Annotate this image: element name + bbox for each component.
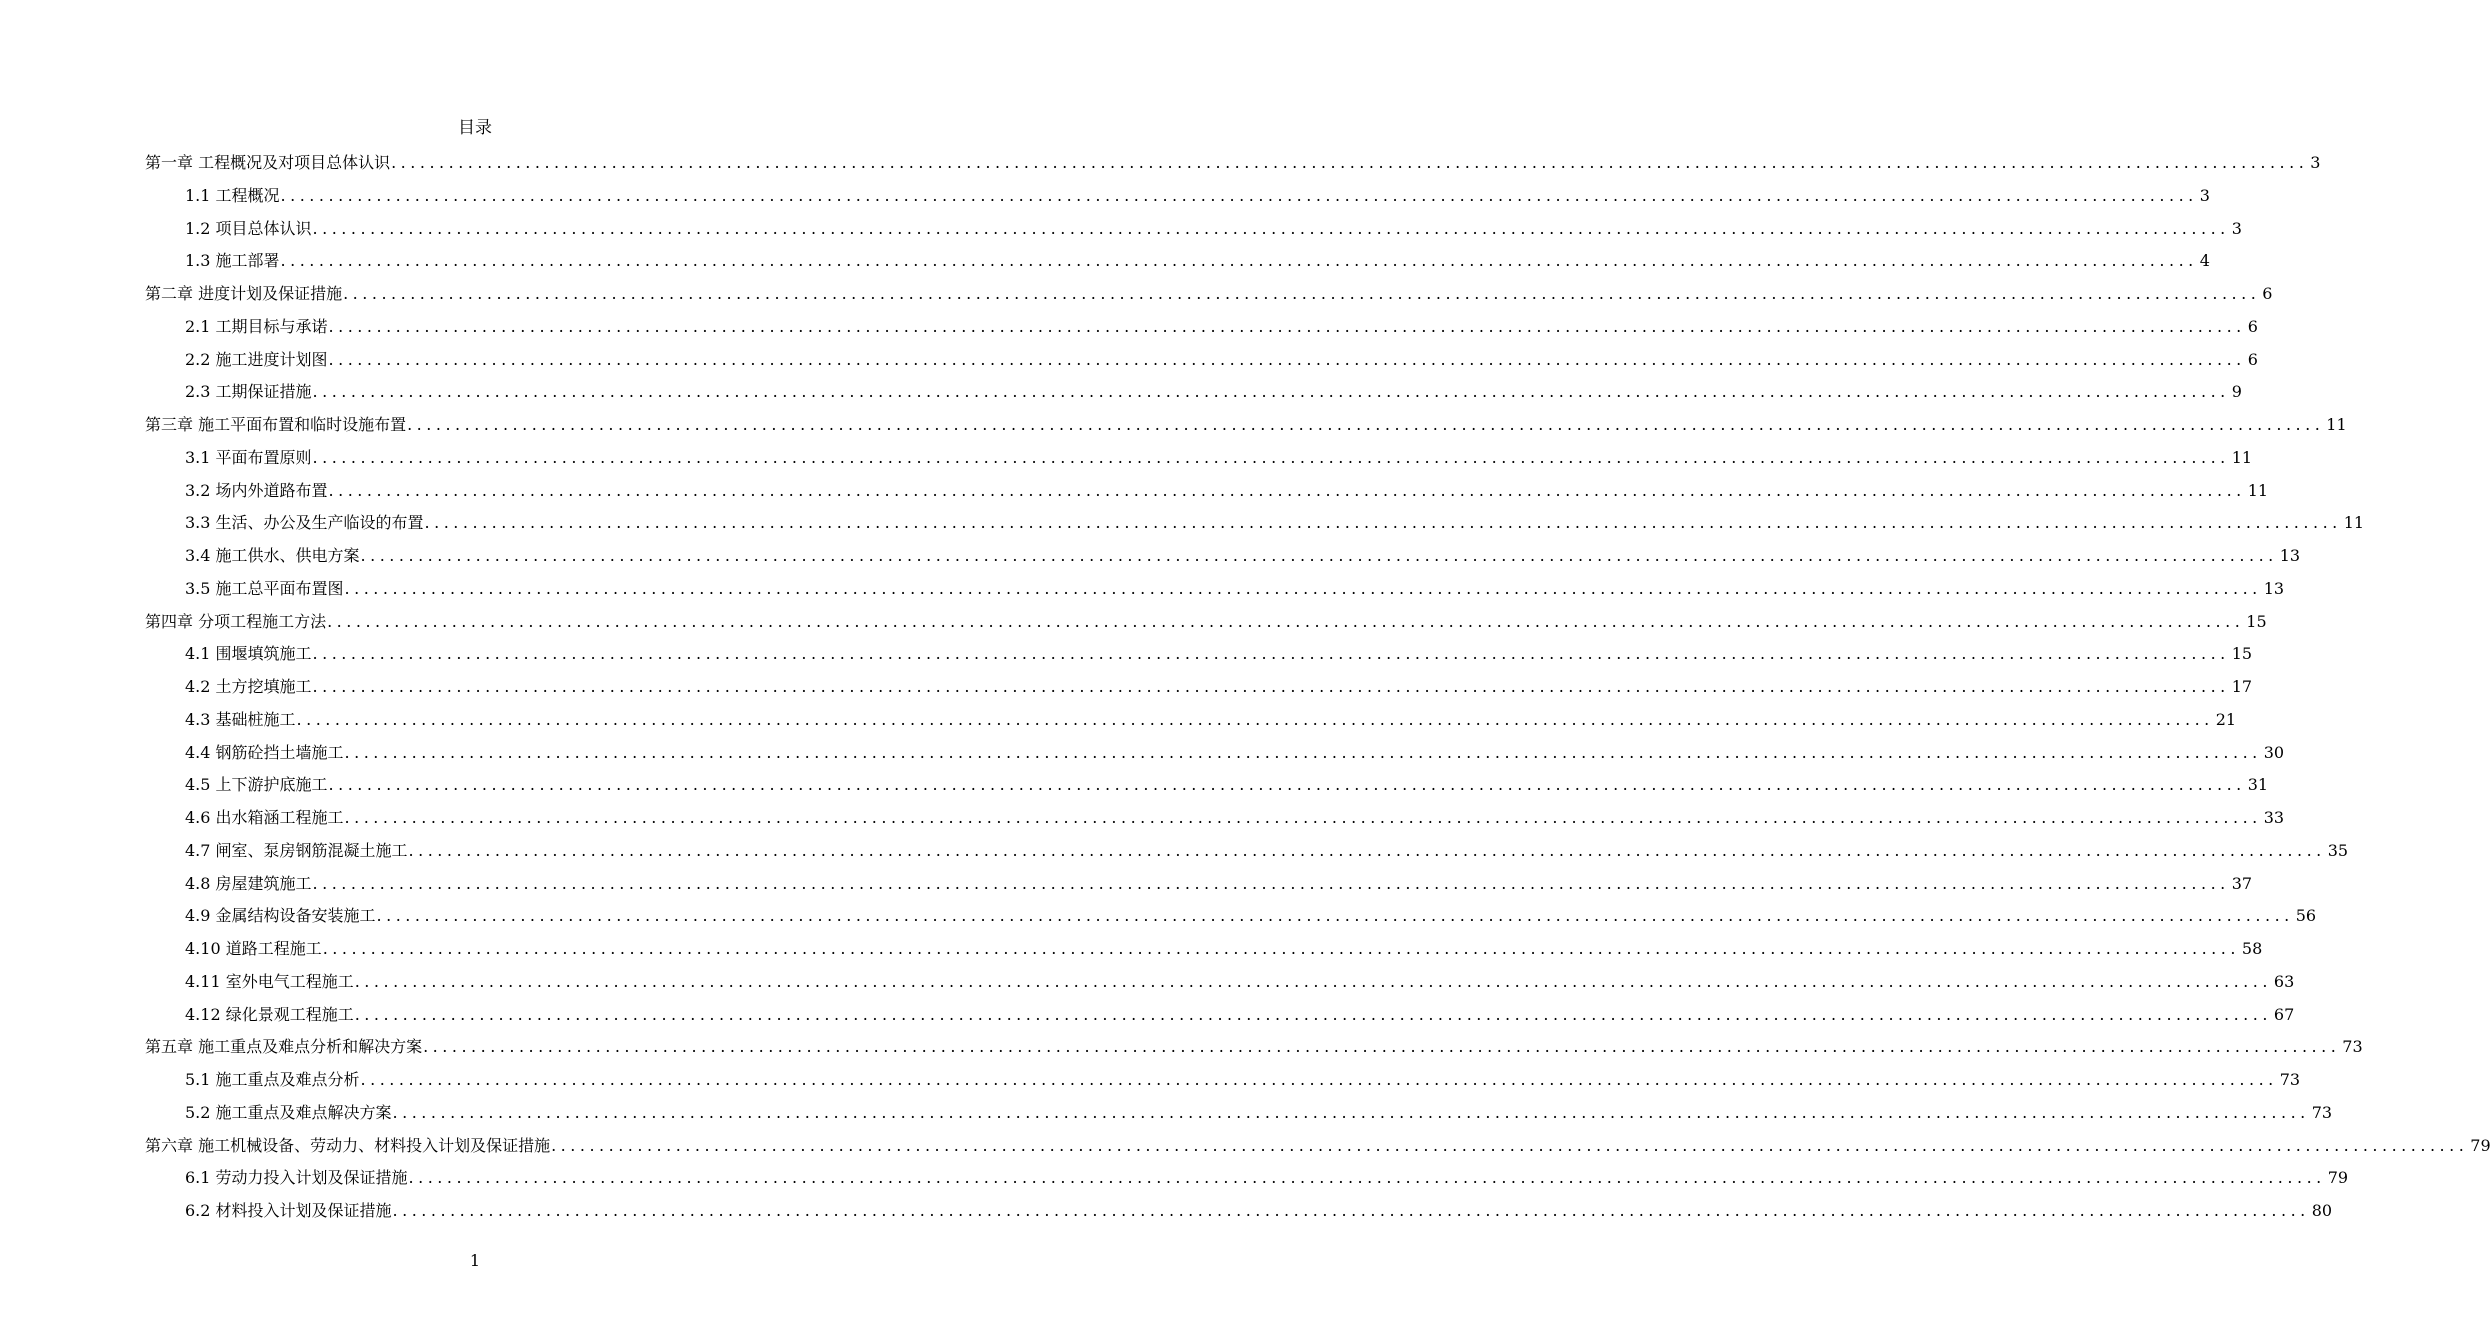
toc-dot-leader: ........................................................................................................................................................................................................ xyxy=(328,349,2246,369)
toc-section-entry[interactable] xyxy=(145,475,2269,508)
table-of-contents xyxy=(145,147,2491,1228)
toc-dot-leader: ........................................................................................................................................................................................................ xyxy=(312,644,2230,664)
toc-entry-label: 6.2 材料投入计划及保证措施 xyxy=(185,1201,392,1220)
toc-entry-label: 4.1 围堰填筑施工 xyxy=(185,644,312,664)
toc-entry-label: 3.1 平面布置原则 xyxy=(185,447,312,467)
toc-entry-page: 80 xyxy=(2311,1201,2333,1220)
toc-dot-leader: ........................................................................................................................................................................................................ xyxy=(312,218,2230,238)
toc-dot-leader: ........................................................................................................................................................................................................ xyxy=(354,971,2272,991)
toc-section-entry[interactable] xyxy=(145,1064,2301,1097)
toc-entry-label: 第三章 施工平面布置和临时设施布置 xyxy=(145,415,407,434)
toc-entry-page: 15 xyxy=(2231,644,2253,664)
toc-section-entry[interactable] xyxy=(145,638,2253,671)
toc-entry-label: 3.4 施工供水、供电方案 xyxy=(185,546,360,565)
toc-section-entry[interactable] xyxy=(145,213,2242,246)
toc-dot-leader: ........................................................................................................................................................................................................ xyxy=(328,775,2246,795)
toc-entry-label: 1.1 工程概况 xyxy=(185,185,280,205)
toc-chapter-entry[interactable] xyxy=(145,1130,2491,1163)
toc-entry-page: 79 xyxy=(2327,1168,2349,1188)
toc-dot-leader: ........................................................................................................................................................................................................ xyxy=(312,382,2230,402)
toc-dot-leader: ........................................................................................................................................................................................................ xyxy=(343,284,2261,303)
toc-entry-page: 73 xyxy=(2311,1102,2333,1122)
toc-entry-page: 3 xyxy=(2231,218,2242,238)
toc-entry-page: 79 xyxy=(2470,1135,2491,1155)
toc-dot-leader: ........................................................................................................................................................................................................ xyxy=(391,153,2309,172)
toc-section-entry[interactable] xyxy=(145,442,2253,475)
toc-entry-label: 6.1 劳动力投入计划及保证措施 xyxy=(185,1168,408,1188)
toc-dot-leader: ........................................................................................................................................................................................................ xyxy=(551,1135,2469,1155)
toc-section-entry[interactable] xyxy=(145,835,2349,868)
toc-entry-label: 第五章 施工重点及难点分析和解决方案 xyxy=(145,1037,423,1057)
toc-dot-leader: ........................................................................................................................................................................................................ xyxy=(344,808,2262,827)
toc-dot-leader: ........................................................................................................................................................................................................ xyxy=(312,677,2230,696)
toc-section-entry[interactable] xyxy=(145,900,2317,933)
toc-section-entry[interactable] xyxy=(145,540,2301,573)
toc-entry-page: 33 xyxy=(2263,808,2285,827)
toc-entry-page: 13 xyxy=(2279,546,2301,565)
toc-entry-label: 5.2 施工重点及难点解决方案 xyxy=(185,1102,392,1122)
toc-entry-label: 2.3 工期保证措施 xyxy=(185,382,312,402)
toc-dot-leader: ........................................................................................................................................................................................................ xyxy=(322,939,2240,958)
toc-entry-page: 56 xyxy=(2295,906,2317,926)
toc-section-entry[interactable] xyxy=(145,671,2253,704)
toc-section-entry[interactable] xyxy=(145,769,2269,802)
toc-dot-leader: ........................................................................................................................................................................................................ xyxy=(376,906,2294,926)
toc-entry-page: 35 xyxy=(2327,840,2349,860)
toc-section-entry[interactable] xyxy=(145,245,2210,278)
toc-dot-leader: ........................................................................................................................................................................................................ xyxy=(280,251,2198,271)
toc-entry-page: 37 xyxy=(2231,873,2253,893)
toc-entry-page: 11 xyxy=(2326,415,2347,434)
toc-entry-page: 17 xyxy=(2231,677,2253,696)
toc-entry-label: 4.6 出水箱涵工程施工 xyxy=(185,808,344,827)
toc-chapter-entry[interactable] xyxy=(145,1031,2363,1064)
toc-entry-page: 21 xyxy=(2215,709,2237,729)
toc-dot-leader: ........................................................................................................................................................................................................ xyxy=(344,742,2262,762)
toc-entry-label: 5.1 施工重点及难点分析 xyxy=(185,1070,360,1089)
toc-entry-label: 4.12 绿化景观工程施工 xyxy=(185,1004,354,1024)
toc-entry-page: 11 xyxy=(2231,447,2253,467)
toc-entry-label: 4.5 上下游护底施工 xyxy=(185,775,328,795)
toc-dot-leader: ........................................................................................................................................................................................................ xyxy=(424,513,2342,533)
toc-entry-label: 4.10 道路工程施工 xyxy=(185,939,322,958)
toc-entry-label: 1.2 项目总体认识 xyxy=(185,218,312,238)
toc-section-entry[interactable] xyxy=(145,573,2285,606)
toc-entry-label: 第一章 工程概况及对项目总体认识 xyxy=(145,153,391,172)
toc-entry-page: 31 xyxy=(2247,775,2269,795)
toc-entry-page: 3 xyxy=(2199,185,2210,205)
toc-chapter-entry[interactable] xyxy=(145,409,2347,442)
toc-dot-leader: ........................................................................................................................................................................................................ xyxy=(360,546,2278,565)
toc-section-entry[interactable] xyxy=(145,704,2237,737)
toc-dot-leader: ........................................................................................................................................................................................................ xyxy=(407,415,2325,434)
toc-entry-page: 63 xyxy=(2273,971,2295,991)
toc-section-entry[interactable] xyxy=(145,1162,2349,1195)
toc-entry-label: 4.4 钢筋砼挡土墙施工 xyxy=(185,742,344,762)
toc-dot-leader: ........................................................................................................................................................................................................ xyxy=(328,316,2246,336)
toc-section-entry[interactable] xyxy=(145,1195,2333,1228)
toc-dot-leader: ........................................................................................................................................................................................................ xyxy=(312,873,2230,893)
toc-entry-label: 第四章 分项工程施工方法 xyxy=(145,611,327,631)
toc-entry-label: 3.2 场内外道路布置 xyxy=(185,480,328,500)
toc-entry-label: 2.2 施工进度计划图 xyxy=(185,349,328,369)
page-title: 目录 xyxy=(458,118,492,138)
toc-entry-page: 11 xyxy=(2343,513,2365,533)
toc-entry-label: 4.7 闸室、泵房钢筋混凝土施工 xyxy=(185,840,408,860)
toc-entry-label: 4.11 室外电气工程施工 xyxy=(185,971,354,991)
toc-entry-label: 第六章 施工机械设备、劳动力、材料投入计划及保证措施 xyxy=(145,1135,551,1155)
toc-dot-leader: ........................................................................................................................................................................................................ xyxy=(296,709,2214,729)
toc-entry-page: 6 xyxy=(2262,284,2273,303)
toc-entry-label: 4.8 房屋建筑施工 xyxy=(185,873,312,893)
toc-chapter-entry[interactable] xyxy=(145,606,2267,639)
toc-entry-label: 4.2 土方挖填施工 xyxy=(185,677,312,696)
toc-chapter-entry[interactable] xyxy=(145,147,2321,180)
toc-chapter-entry[interactable] xyxy=(145,278,2273,311)
toc-entry-label: 2.1 工期目标与承诺 xyxy=(185,316,328,336)
toc-dot-leader: ........................................................................................................................................................................................................ xyxy=(423,1037,2341,1057)
toc-dot-leader: ........................................................................................................................................................................................................ xyxy=(327,611,2245,631)
toc-entry-page: 11 xyxy=(2247,480,2269,500)
toc-entry-page: 4 xyxy=(2199,251,2210,271)
toc-entry-label: 4.3 基础桩施工 xyxy=(185,709,296,729)
toc-section-entry[interactable] xyxy=(145,933,2263,966)
toc-entry-page: 9 xyxy=(2231,382,2242,402)
toc-dot-leader: ........................................................................................................................................................................................................ xyxy=(354,1004,2272,1024)
toc-entry-label: 第二章 进度计划及保证措施 xyxy=(145,284,343,303)
toc-entry-page: 6 xyxy=(2247,349,2258,369)
page-number: 1 xyxy=(469,1251,481,1270)
toc-dot-leader: ........................................................................................................................................................................................................ xyxy=(392,1201,2310,1220)
toc-dot-leader: ........................................................................................................................................................................................................ xyxy=(312,447,2230,467)
toc-dot-leader: ........................................................................................................................................................................................................ xyxy=(360,1070,2278,1089)
toc-entry-label: 4.9 金属结构设备安装施工 xyxy=(185,906,376,926)
toc-dot-leader: ........................................................................................................................................................................................................ xyxy=(280,185,2198,205)
toc-entry-page: 58 xyxy=(2241,939,2263,958)
toc-section-entry[interactable] xyxy=(145,737,2285,770)
toc-entry-page: 15 xyxy=(2246,611,2267,631)
toc-section-entry[interactable] xyxy=(145,1097,2333,1130)
toc-section-entry[interactable] xyxy=(145,507,2365,540)
toc-entry-page: 6 xyxy=(2247,316,2258,336)
toc-section-entry[interactable] xyxy=(145,802,2285,835)
toc-section-entry[interactable] xyxy=(145,999,2295,1032)
toc-dot-leader: ........................................................................................................................................................................................................ xyxy=(408,840,2326,860)
toc-section-entry[interactable] xyxy=(145,180,2210,213)
toc-entry-label: 3.5 施工总平面布置图 xyxy=(185,578,344,598)
toc-entry-page: 67 xyxy=(2273,1004,2295,1024)
toc-section-entry[interactable] xyxy=(145,868,2253,901)
toc-entry-page: 13 xyxy=(2263,578,2285,598)
toc-section-entry[interactable] xyxy=(145,966,2295,999)
toc-entry-label: 3.3 生活、办公及生产临设的布置 xyxy=(185,513,424,533)
toc-entry-page: 73 xyxy=(2342,1037,2363,1057)
toc-dot-leader: ........................................................................................................................................................................................................ xyxy=(344,578,2262,598)
toc-entry-page: 73 xyxy=(2279,1070,2301,1089)
toc-dot-leader: ........................................................................................................................................................................................................ xyxy=(392,1102,2310,1122)
toc-section-entry[interactable] xyxy=(145,376,2242,409)
toc-entry-page: 3 xyxy=(2310,153,2321,172)
toc-dot-leader: ........................................................................................................................................................................................................ xyxy=(328,480,2246,500)
toc-entry-page: 30 xyxy=(2263,742,2285,762)
toc-dot-leader: ........................................................................................................................................................................................................ xyxy=(408,1168,2326,1188)
toc-section-entry[interactable] xyxy=(145,344,2258,377)
toc-entry-label: 1.3 施工部署 xyxy=(185,251,280,271)
toc-section-entry[interactable] xyxy=(145,311,2258,344)
